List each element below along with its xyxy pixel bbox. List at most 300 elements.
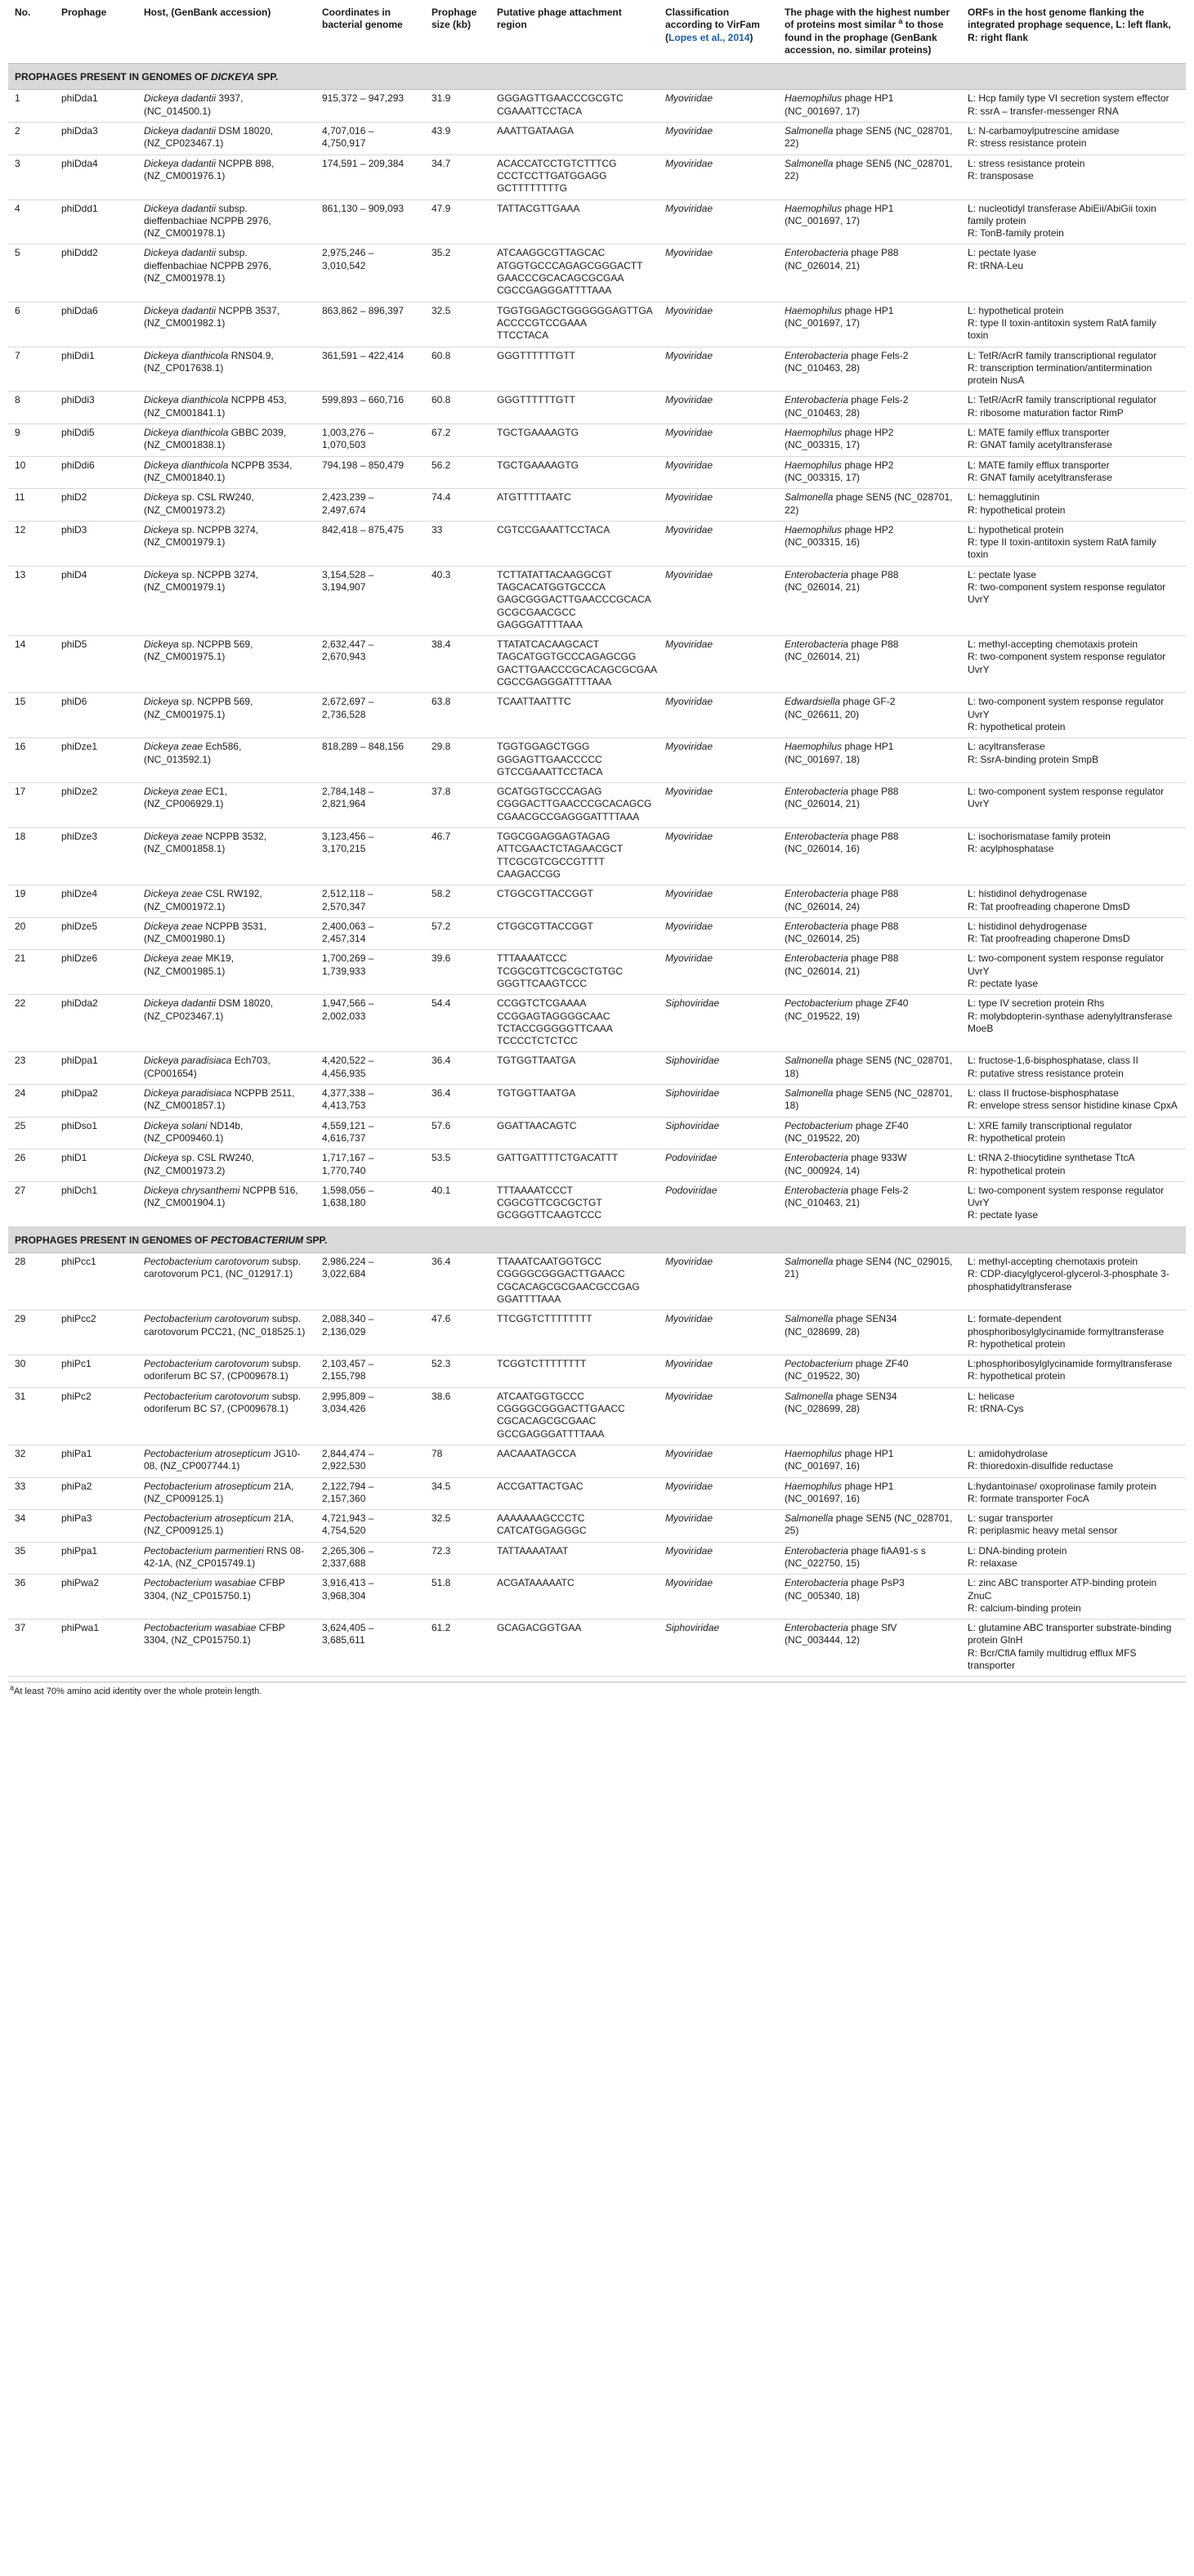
cell-no: 18 [8,828,55,885]
cell-flanking-orfs: L: TetR/AcrR family transcriptional regulator R: ribosome maturation factor RimP [961,392,1186,424]
cell-size: 67.2 [425,424,490,457]
table-row [8,828,1186,885]
table-body [8,64,1186,1677]
cell-prophage: phiDpa2 [55,1085,137,1118]
cell-classification: Myoviridae [659,1510,778,1543]
cell-classification: Myoviridae [659,1310,778,1355]
cell-size: 72.3 [425,1542,490,1575]
cell-prophage: phiD3 [55,521,137,566]
header-orfs: ORFs in the host genome flanking the integrated prophage sequence, L: left flank, R: right flank [961,2,1186,64]
cell-no: 13 [8,566,55,635]
table-row [8,636,1186,693]
cell-prophage: phiDch1 [55,1181,137,1226]
table-row [8,392,1186,424]
cell-coordinates: 2,103,457 – 2,155,798 [315,1355,425,1388]
cell-classification: Myoviridae [659,1575,778,1620]
prophage-table [8,2,1186,1677]
cell-classification: Myoviridae [659,347,778,392]
cell-host: Dickeya zeae EC1, (NZ_CP006929.1) [137,783,315,828]
cell-no: 9 [8,424,55,457]
table-row [8,1117,1186,1149]
cell-flanking-orfs: L: MATE family efflux transporter R: GNAT family acetyltransferase [961,424,1186,457]
cell-prophage: phiDze2 [55,783,137,828]
cell-size: 53.5 [425,1149,490,1182]
cell-no: 15 [8,693,55,738]
cell-host: Pectobacterium parmentieri RNS 08-42-1A, (NZ_CP015749.1) [137,1542,315,1575]
table-row [8,199,1186,244]
cell-no: 19 [8,885,55,918]
cell-no: 21 [8,950,55,995]
cell-flanking-orfs: L: two-component system response regulator UvrY R: hypothetical protein [961,693,1186,738]
cell-similar-phage: Pectobacterium phage ZF40 (NC_019522, 19) [778,995,961,1052]
cell-attachment: GATTGATTTTCTGACATTT [490,1149,659,1182]
cell-size: 51.8 [425,1575,490,1620]
cell-classification: Myoviridae [659,917,778,950]
footnote: $^a$At least 70% amino acid identity over the whole protein length. [8,1682,1186,1696]
cell-size: 56.2 [425,456,490,489]
cell-attachment: TTAAATCAATGGTGCC CGGGGCGGGACTTGAACC CGCACAGCGCGAACGCCGAG GGATTTTAAA [490,1253,659,1310]
table-row [8,917,1186,950]
cell-prophage: phiDda3 [55,123,137,155]
cell-classification: Myoviridae [659,244,778,302]
cell-size: 78 [425,1445,490,1477]
cell-attachment: TCTTATATTACAAGGCGT TAGCACATGGTGCCCA GAGCGGGACTTGAACCCGCACA GCGCGAACGCC GAGGGATTTTAAA [490,566,659,635]
cell-host: Dickeya solani ND14b, (NZ_CP009460.1) [137,1117,315,1149]
cell-classification: Myoviridae [659,456,778,489]
cell-size: 37.8 [425,783,490,828]
cell-size: 31.9 [425,90,490,123]
cell-no: 2 [8,123,55,155]
cell-host: Dickeya zeae NCPPB 3532, (NZ_CM001858.1) [137,828,315,885]
cell-classification: Myoviridae [659,123,778,155]
table-row [8,1445,1186,1477]
cell-no: 22 [8,995,55,1052]
header-attachment: Putative phage attachment region [490,2,659,64]
cell-similar-phage: Haemophilus phage HP1 (NC_001697, 17) [778,199,961,244]
cell-coordinates: 2,844,474 – 2,922,530 [315,1445,425,1477]
cell-host: Pectobacterium carotovorum subsp. odoriferum BC S7, (CP009678.1) [137,1355,315,1388]
table-row [8,1052,1186,1085]
cell-classification: Myoviridae [659,566,778,635]
cell-classification: Myoviridae [659,828,778,885]
cell-coordinates: 1,003,276 – 1,070,503 [315,424,425,457]
cell-flanking-orfs: L: helicase R: tRNA-Cys [961,1387,1186,1445]
cell-attachment: TGCTGAAAAGTG [490,424,659,457]
cell-no: 1 [8,90,55,123]
cell-no: 36 [8,1575,55,1620]
cell-no: 7 [8,347,55,392]
table-row [8,995,1186,1052]
cell-flanking-orfs: L: nucleotidyl transferase AbiEii/AbiGii toxin family protein R: TonB-family protein [961,199,1186,244]
cell-host: Dickeya sp. NCPPB 3274, (NZ_CM001979.1) [137,521,315,566]
cell-coordinates: 2,975,246 – 3,010,542 [315,244,425,302]
cell-no: 4 [8,199,55,244]
cell-flanking-orfs: L: stress resistance protein R: transposase [961,155,1186,199]
cell-prophage: phiDdd1 [55,199,137,244]
table-row [8,347,1186,392]
cell-attachment: TCAATTAATTTC [490,693,659,738]
cell-no: 35 [8,1542,55,1575]
cell-attachment: TATTACGTTGAAA [490,199,659,244]
cell-coordinates: 2,122,794 – 2,157,360 [315,1477,425,1510]
cell-host: Dickeya dadantii NCPPB 898, (NZ_CM001976.1) [137,155,315,199]
table-row [8,489,1186,522]
cell-similar-phage: Edwardsiella phage GF-2 (NC_026611, 20) [778,693,961,738]
cell-prophage: phiPwa1 [55,1620,137,1677]
cell-classification: Myoviridae [659,392,778,424]
cell-size: 32.5 [425,1510,490,1543]
cell-classification: Myoviridae [659,302,778,347]
footnote-marker[interactable]: a [898,17,903,26]
cell-classification: Myoviridae [659,636,778,693]
table-row [8,155,1186,199]
cell-flanking-orfs: L: DNA-binding protein R: relaxase [961,1542,1186,1575]
cell-coordinates: 861,130 – 909,093 [315,199,425,244]
table-row [8,1510,1186,1543]
cell-prophage: phiPwa2 [55,1575,137,1620]
cell-classification: Myoviridae [659,1253,778,1310]
cell-flanking-orfs: L: XRE family transcriptional regulator R: hypothetical protein [961,1117,1186,1149]
cell-classification: Myoviridae [659,1542,778,1575]
cell-coordinates: 174,591 – 209,384 [315,155,425,199]
cell-coordinates: 915,372 – 947,293 [315,90,425,123]
cell-attachment: GGATTAACAGTC [490,1117,659,1149]
table-row [8,950,1186,995]
cell-host: Dickeya dadantii DSM 18020, (NZ_CP023467.1) [137,995,315,1052]
table-row [8,1253,1186,1310]
cell-classification: Myoviridae [659,1445,778,1477]
cell-size: 40.3 [425,566,490,635]
cell-coordinates: 1,947,566 – 2,002,033 [315,995,425,1052]
cell-prophage: phiDze5 [55,917,137,950]
cell-host: Dickeya dadantii DSM 18020, (NZ_CP023467.1) [137,123,315,155]
cell-similar-phage: Enterobacteria phage P88 (NC_026014, 25) [778,917,961,950]
cell-host: Dickeya zeae CSL RW192, (NZ_CM001972.1) [137,885,315,918]
cell-flanking-orfs: L: type IV secretion protein Rhs R: molybdopterin-synthase adenylyltransferase MoeB [961,995,1186,1052]
cell-similar-phage: Haemophilus phage HP1 (NC_001697, 16) [778,1477,961,1510]
cell-host: Dickeya zeae Ech586, (NC_013592.1) [137,738,315,783]
cell-similar-phage: Haemophilus phage HP1 (NC_001697, 18) [778,738,961,783]
table-row [8,521,1186,566]
cell-coordinates: 818,289 – 848,156 [315,738,425,783]
table-row [8,738,1186,783]
cell-attachment: TGGTGGAGCTGGGGGGAGTTGA ACCCCGTCCGAAA TTCCTACA [490,302,659,347]
cell-attachment: ACCGATTACTGAC [490,1477,659,1510]
cell-prophage: phiPpa1 [55,1542,137,1575]
cell-similar-phage: Enterobacteria phage 933W (NC_000924, 14) [778,1149,961,1182]
cell-prophage: phiDdi6 [55,456,137,489]
cell-size: 58.2 [425,885,490,918]
cell-attachment: AACAAATAGCCA [490,1445,659,1477]
cell-host: Dickeya dadantii 3937, (NC_014500.1) [137,90,315,123]
cell-host: Dickeya sp. CSL RW240, (NZ_CM001973.2) [137,1149,315,1182]
cell-host: Dickeya sp. NCPPB 569, (NZ_CM001975.1) [137,636,315,693]
prophage-table-page [8,0,1186,1696]
cell-flanking-orfs: L: glutamine ABC transporter substrate-binding protein GlnH R: Bcr/CflA family multidrug efflux MFS transporter [961,1620,1186,1677]
cell-coordinates: 1,717,167 – 1,770,740 [315,1149,425,1182]
cell-classification: Myoviridae [659,1355,778,1388]
table-row [8,244,1186,302]
cell-flanking-orfs: L: fructose-1,6-bisphosphatase, class II R: putative stress resistance protein [961,1052,1186,1085]
cell-flanking-orfs: L: histidinol dehydrogenase R: Tat proofreading chaperone DmsD [961,917,1186,950]
cell-prophage: phiPa2 [55,1477,137,1510]
cell-attachment: ATCAATGGTGCCC CGGGGCGGGACTTGAACC CGCACAGCGCGAAC GCCGAGGGATTTTAAA [490,1387,659,1445]
table-row [8,885,1186,918]
cell-flanking-orfs: L: two-component system response regulator UvrY R: pectate lyase [961,950,1186,995]
header-classification: Classification according to VirFam (Lopes et al., 2014) [659,2,778,64]
cell-attachment: ATCAAGGCGTTAGCAC ATGGTGCCCAGAGCGGGACTT GAACCCGCACAGCGCGAA CGCCGAGGGATTTTAAA [490,244,659,302]
cell-host: Pectobacterium carotovorum subsp. odoriferum BC S7, (CP009678.1) [137,1387,315,1445]
cell-attachment: ATGTTTTTAATC [490,489,659,522]
cell-size: 29.8 [425,738,490,783]
cell-flanking-orfs: L: methyl-accepting chemotaxis protein R: two-component system response regulator UvrY [961,636,1186,693]
cell-classification: Siphoviridae [659,995,778,1052]
cell-no: 27 [8,1181,55,1226]
cell-coordinates: 361,591 – 422,414 [315,347,425,392]
cell-host: Dickeya sp. CSL RW240, (NZ_CM001973.2) [137,489,315,522]
cell-attachment: TGGTGGAGCTGGG GGGAGTTGAACCCCC GTCCGAAATTCCTACA [490,738,659,783]
cell-similar-phage: Salmonella phage SEN34 (NC_028699, 28) [778,1310,961,1355]
table-row [8,1542,1186,1575]
section-header-row [8,1226,1186,1252]
cell-no: 26 [8,1149,55,1182]
cell-flanking-orfs: L: two-component system response regulator UvrY [961,783,1186,828]
cell-size: 36.4 [425,1253,490,1310]
cell-coordinates: 863,862 – 896,397 [315,302,425,347]
cell-coordinates: 3,154,528 – 3,194,907 [315,566,425,635]
cell-prophage: phiDdi3 [55,392,137,424]
cell-coordinates: 2,784,148 – 2,821,964 [315,783,425,828]
cell-size: 60.8 [425,392,490,424]
cell-classification: Myoviridae [659,1477,778,1510]
cell-host: Dickeya zeae MK19, (NZ_CM001985.1) [137,950,315,995]
cell-classification: Myoviridae [659,199,778,244]
cell-prophage: phiDze3 [55,828,137,885]
table-row [8,1477,1186,1510]
cell-similar-phage: Enterobacteria phage P88 (NC_026014, 21) [778,566,961,635]
cell-similar-phage: Salmonella phage SEN5 (NC_028701, 22) [778,155,961,199]
cell-attachment: TGTGGTTAATGA [490,1052,659,1085]
cell-size: 43.9 [425,123,490,155]
cell-no: 14 [8,636,55,693]
cell-host: Dickeya chrysanthemi NCPPB 516, (NZ_CM001904.1) [137,1181,315,1226]
cell-prophage: phiPc2 [55,1387,137,1445]
cell-attachment: ACACCATCCTGTCTTTCG CCCTCCTTGATGGAGG GCTTTTTTTTG [490,155,659,199]
cell-attachment: CTGGCGTTACCGGT [490,885,659,918]
cell-no: 11 [8,489,55,522]
cell-no: 32 [8,1445,55,1477]
cell-classification: Myoviridae [659,521,778,566]
cell-host: Pectobacterium atrosepticum 21A, (NZ_CP009125.1) [137,1477,315,1510]
cell-no: 10 [8,456,55,489]
cell-similar-phage: Enterobacteria phage P88 (NC_026014, 21) [778,244,961,302]
cell-no: 24 [8,1085,55,1118]
cell-prophage: phiD4 [55,566,137,635]
cell-no: 37 [8,1620,55,1677]
cell-prophage: phiDze1 [55,738,137,783]
cell-similar-phage: Pectobacterium phage ZF40 (NC_019522, 30) [778,1355,961,1388]
header-host: Host, (GenBank accession) [137,2,315,64]
cell-flanking-orfs: L: TetR/AcrR family transcriptional regulator R: transcription termination/antitermination protein NusA [961,347,1186,392]
cell-classification: Myoviridae [659,783,778,828]
cell-host: Pectobacterium wasabiae CFBP 3304, (NZ_CP015750.1) [137,1575,315,1620]
cell-flanking-orfs: L: formate-dependent phosphoribosylglycinamide formyltransferase R: hypothetical protein [961,1310,1186,1355]
cell-similar-phage: Enterobacteria phage fiAA91-s s (NC_022750, 15) [778,1542,961,1575]
cell-flanking-orfs: L:phosphoribosylglycinamide formyltransferase R: hypothetical protein [961,1355,1186,1388]
cell-prophage: phiDdi1 [55,347,137,392]
cell-prophage: phiDda1 [55,90,137,123]
section-header-row [8,64,1186,90]
cell-similar-phage: Enterobacteria phage Fels-2 (NC_010463, 28) [778,392,961,424]
cell-host: Dickeya dianthicola GBBC 2039, (NZ_CM001838.1) [137,424,315,457]
cell-classification: Siphoviridae [659,1117,778,1149]
cell-similar-phage: Salmonella phage SEN4 (NC_029015, 21) [778,1253,961,1310]
cell-coordinates: 3,624,405 – 3,685,611 [315,1620,425,1677]
cell-attachment: GGGTTTTTTGTT [490,347,659,392]
cell-classification: Siphoviridae [659,1052,778,1085]
table-row [8,424,1186,457]
header-coordinates: Coordinates in bacterial genome [315,2,425,64]
cell-no: 23 [8,1052,55,1085]
cell-similar-phage: Enterobacteria phage P88 (NC_026014, 21) [778,636,961,693]
cell-no: 8 [8,392,55,424]
cell-no: 3 [8,155,55,199]
cell-host: Dickeya dadantii subsp. dieffenbachiae NCPPB 2976, (NZ_CM001978.1) [137,199,315,244]
cell-similar-phage: Enterobacteria phage P88 (NC_026014, 24) [778,885,961,918]
cell-prophage: phiPc1 [55,1355,137,1388]
cell-flanking-orfs: L: two-component system response regulator UvrY R: pectate lyase [961,1181,1186,1226]
cell-attachment: CTGGCGTTACCGGT [490,917,659,950]
citation-link[interactable]: Lopes et al., 2014 [669,31,750,43]
cell-no: 20 [8,917,55,950]
cell-size: 34.7 [425,155,490,199]
header-size: Prophage size (kb) [425,2,490,64]
cell-attachment: GGGAGTTGAACCCGCGTC CGAAATTCCTACA [490,90,659,123]
cell-prophage: phiPa3 [55,1510,137,1543]
cell-classification: Podoviridae [659,1181,778,1226]
cell-flanking-orfs: L: methyl-accepting chemotaxis protein R: CDP-diacylglycerol-glycerol-3-phosphate 3-phosphatidyltransferase [961,1253,1186,1310]
cell-host: Dickeya dianthicola NCPPB 3534, (NZ_CM001840.1) [137,456,315,489]
cell-coordinates: 4,721,943 – 4,754,520 [315,1510,425,1543]
cell-flanking-orfs: L: histidinol dehydrogenase R: Tat proofreading chaperone DmsD [961,885,1186,918]
cell-flanking-orfs: L: hemagglutinin R: hypothetical protein [961,489,1186,522]
cell-host: Pectobacterium carotovorum subsp. carotovorum PCC21, (NC_018525.1) [137,1310,315,1355]
cell-flanking-orfs: L: Hcp family type VI secretion system effector R: ssrA – transfer-messenger RNA [961,90,1186,123]
cell-attachment: TATTAAAATAAT [490,1542,659,1575]
cell-flanking-orfs: L: hypothetical protein R: type II toxin-antitoxin system RatA family toxin [961,521,1186,566]
table-row [8,1310,1186,1355]
cell-similar-phage: Enterobacteria phage Fels-2 (NC_010463, 21) [778,1181,961,1226]
cell-flanking-orfs: L: pectate lyase R: two-component system response regulator UvrY [961,566,1186,635]
cell-host: Dickeya paradisiaca Ech703, (CP001654) [137,1052,315,1085]
cell-attachment: TGTGGTTAATGA [490,1085,659,1118]
cell-size: 57.2 [425,917,490,950]
cell-similar-phage: Haemophilus phage HP1 (NC_001697, 17) [778,90,961,123]
cell-coordinates: 794,198 – 850,479 [315,456,425,489]
cell-similar-phage: Enterobacteria phage PsP3 (NC_005340, 18) [778,1575,961,1620]
cell-no: 12 [8,521,55,566]
cell-host: Pectobacterium wasabiae CFBP 3304, (NZ_CP015750.1) [137,1620,315,1677]
table-row [8,566,1186,635]
cell-classification: Myoviridae [659,424,778,457]
cell-no: 30 [8,1355,55,1388]
cell-similar-phage: Salmonella phage SEN5 (NC_028701, 25) [778,1510,961,1543]
cell-attachment: GGGTTTTTTGTT [490,392,659,424]
cell-flanking-orfs: L: hypothetical protein R: type II toxin-antitoxin system RatA family toxin [961,302,1186,347]
cell-classification: Siphoviridae [659,1085,778,1118]
table-row [8,783,1186,828]
cell-prophage: phiD6 [55,693,137,738]
cell-host: Dickeya dianthicola RNS04.9, (NZ_CP017638.1) [137,347,315,392]
cell-prophage: phiDda6 [55,302,137,347]
cell-host: Pectobacterium atrosepticum JG10-08, (NZ_CP007744.1) [137,1445,315,1477]
cell-flanking-orfs: L: class II fructose-bisphosphatase R: envelope stress sensor histidine kinase CpxA [961,1085,1186,1118]
cell-size: 36.4 [425,1052,490,1085]
cell-flanking-orfs: L: pectate lyase R: tRNA-Leu [961,244,1186,302]
cell-similar-phage: Haemophilus phage HP2 (NC_003315, 16) [778,521,961,566]
cell-flanking-orfs: L: acyltransferase R: SsrA-binding protein SmpB [961,738,1186,783]
cell-classification: Myoviridae [659,155,778,199]
cell-coordinates: 1,598,056 – 1,638,180 [315,1181,425,1226]
cell-coordinates: 2,672,697 – 2,736,528 [315,693,425,738]
cell-no: 25 [8,1117,55,1149]
cell-classification: Myoviridae [659,489,778,522]
table-row [8,1085,1186,1118]
cell-attachment: CCGGTCTCGAAAA CCGGAGTAGGGGCAAC TCTACCGGGGGTTCAAA TCCCCTCTCTCC [490,995,659,1052]
cell-coordinates: 3,123,456 – 3,170,215 [315,828,425,885]
table-row [8,1620,1186,1677]
cell-no: 6 [8,302,55,347]
cell-coordinates: 2,423,239 – 2,497,674 [315,489,425,522]
cell-size: 40.1 [425,1181,490,1226]
header-no: No. [8,2,55,64]
cell-host: Pectobacterium carotovorum subsp. carotovorum PC1, (NC_012917.1) [137,1253,315,1310]
cell-size: 57.6 [425,1117,490,1149]
cell-similar-phage: Enterobacteria phage SfV (NC_003444, 12) [778,1620,961,1677]
cell-attachment: TGCTGAAAAGTG [490,456,659,489]
cell-prophage: phiD2 [55,489,137,522]
cell-flanking-orfs: L: tRNA 2-thiocytidine synthetase TtcA R: hypothetical protein [961,1149,1186,1182]
cell-size: 74.4 [425,489,490,522]
cell-size: 39.6 [425,950,490,995]
cell-flanking-orfs: L: MATE family efflux transporter R: GNAT family acetyltransferase [961,456,1186,489]
cell-similar-phage: Pectobacterium phage ZF40 (NC_019522, 20) [778,1117,961,1149]
cell-coordinates: 2,088,340 – 2,136,029 [315,1310,425,1355]
section-title: PROPHAGES PRESENT IN GENOMES OF PECTOBACTERIUM SPP. [8,1226,1186,1252]
table-row [8,456,1186,489]
cell-prophage: phiPcc1 [55,1253,137,1310]
cell-host: Pectobacterium atrosepticum 21A, (NZ_CP009125.1) [137,1510,315,1543]
cell-host: Dickeya zeae NCPPB 3531, (NZ_CM001980.1) [137,917,315,950]
cell-size: 52.3 [425,1355,490,1388]
cell-classification: Myoviridae [659,950,778,995]
cell-size: 33 [425,521,490,566]
cell-size: 36.4 [425,1085,490,1118]
cell-prophage: phiD1 [55,1149,137,1182]
cell-coordinates: 4,559,121 – 4,616,737 [315,1117,425,1149]
cell-size: 47.6 [425,1310,490,1355]
cell-prophage: phiDpa1 [55,1052,137,1085]
cell-similar-phage: Salmonella phage SEN34 (NC_028699, 28) [778,1387,961,1445]
cell-no: 28 [8,1253,55,1310]
cell-size: 63.8 [425,693,490,738]
table-row [8,302,1186,347]
cell-no: 5 [8,244,55,302]
cell-attachment: AAAAAAAGCCCTC CATCATGGAGGGC [490,1510,659,1543]
cell-attachment: TGGCGGAGGAGTAGAG ATTCGAACTCTAGAACGCT TTCGCGTCGCCGTTTT CAAGACCGG [490,828,659,885]
cell-coordinates: 2,512,118 – 2,570,347 [315,885,425,918]
cell-prophage: phiDze4 [55,885,137,918]
